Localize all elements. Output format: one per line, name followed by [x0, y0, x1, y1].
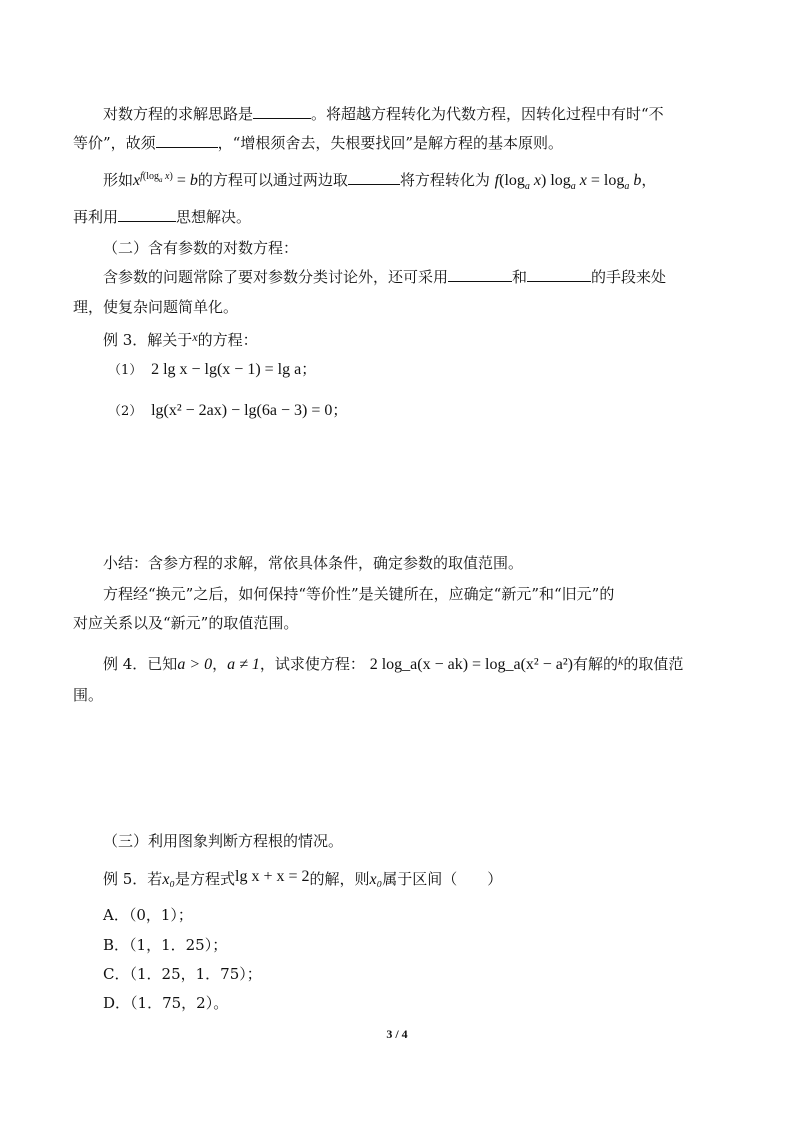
fill-blank: [156, 133, 218, 148]
paragraph-solving-idea-line1: 对数方程的求解思路是 。将超越方程转化为代数方程，因转化过程中有时“不: [103, 105, 664, 123]
example-3-title: 例 3．解关于$^x$的方程：: [103, 330, 258, 349]
fill-blank: [527, 267, 591, 282]
fill-blank: [448, 267, 512, 282]
fill-blank: [348, 170, 400, 185]
formula-transformed-equation: $f(\log_a$ x) $\log_a x = \log_a b$: [494, 172, 642, 193]
summary-line3: 对应关系以及“新元”的取值范围。: [73, 614, 299, 632]
formula-example-5: lg x + x = 2: [235, 868, 310, 885]
option-c: C．（1．25，1．75）；: [103, 965, 262, 983]
fill-blank: [253, 104, 311, 119]
example-4-line1: 例 4．已知a > 0，a ≠ 1，试求使方程： 2 log_a(x − ak) = log_a(x² − a²)有解的$^k$的取值范: [103, 654, 684, 673]
formula-q1: 2 lg x − lg(x − 1) = lg a: [151, 361, 302, 378]
option-d: D．（1．75，2）。: [103, 994, 229, 1012]
paragraph-parameter-line1: 含参数的问题常除了要对参数分类讨论外，还可采用 和 的手段来处: [103, 268, 667, 286]
page-number: 3 / 4: [386, 1027, 408, 1041]
paragraph-form-line2: 再利用 思想解决。: [73, 208, 252, 226]
formula-power-equation: $x^{f(log_a x)} = b$: [133, 170, 198, 189]
formula-example-4: 2 log_a(x − ak) = log_a(x² − a²): [369, 656, 573, 673]
paragraph-solving-idea-line2: 等价”，故须 ，“增根须舍去，失根要找回”是解方程的基本原则。: [73, 134, 564, 152]
paragraph-parameter-line2: 理，使复杂问题简单化。: [73, 298, 239, 316]
option-a: A．（0，1）；: [103, 906, 193, 924]
fill-blank: [118, 207, 176, 222]
summary-line1: 小结：含参方程的求解，常依具体条件，确定参数的取值范围。: [103, 554, 524, 572]
paragraph-form-line1: 形如$x^{f(log_a x)} = b$的方程可以通过两边取 将方程转化为 $f(\log_a$ x) $\log_a x = \log_a b$，: [103, 170, 657, 193]
example-5-title: 例 5．若x₀是方程式lg x + x = 2的解，则x₀属于区间（ ）: [103, 868, 503, 888]
example-3-question-1: （1） 2 lg x − lg(x − 1) = lg a；: [108, 360, 317, 378]
section-heading-graph: （三）利用图象判断方程根的情况。: [103, 832, 344, 850]
example-3-question-2: （2） lg(x² − 2ax) − lg(6a − 3) = 0；: [108, 401, 348, 419]
section-heading-parametric: （二）含有参数的对数方程：: [103, 239, 299, 257]
formula-q2: lg(x² − 2ax) − lg(6a − 3) = 0: [151, 402, 333, 419]
summary-line2: 方程经“换元”之后，如何保持“等价性”是关键所在，应确定“新元”和“旧元”的: [103, 585, 615, 603]
example-4-line2: 围。: [73, 686, 104, 704]
option-b: B．（1，1．25）；: [103, 936, 228, 954]
